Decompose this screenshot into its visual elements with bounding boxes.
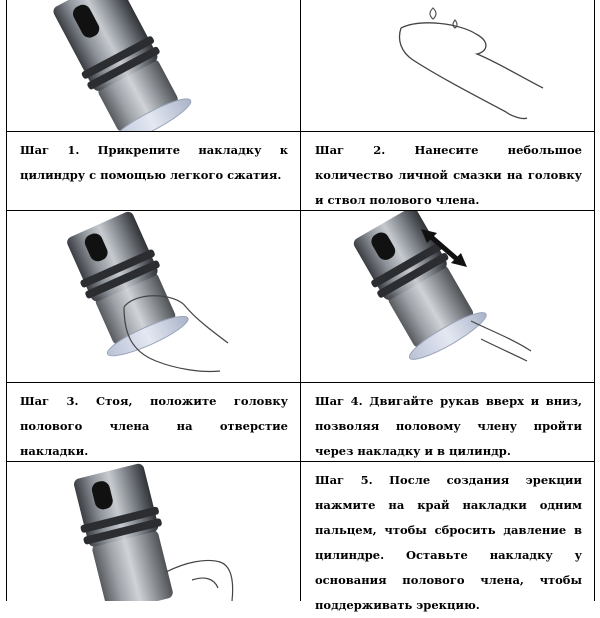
step5-description: После создания эрекции нажмите на край накладки одним пальцем, чтобы сбросить давление в цилиндре. Оставьте накладку у основания полового члена, чтобы поддерживать эрекцию. <box>315 473 582 612</box>
step4-illustration <box>301 211 594 382</box>
step4-text <box>301 383 594 461</box>
grid-line <box>6 461 595 462</box>
step3-text <box>6 383 300 461</box>
grid-line <box>300 0 301 601</box>
step2-description: Нанесите небольшое количество личной смазки на головку и ствол полового члена. <box>315 143 582 207</box>
step2-text <box>301 132 594 210</box>
step5-text <box>301 462 594 612</box>
step3-description: Стоя, положите головку полового члена на отверстие накладки. <box>20 394 289 458</box>
step1-label: Шаг 1. <box>20 143 80 157</box>
grid-line <box>594 0 595 601</box>
grid-line <box>6 210 595 211</box>
step1-description: Прикрепите накладку к цилиндру с помощью легкого сжатия. <box>20 143 288 182</box>
step4-description: Двигайте рукав вверх и вниз, позволяя половому члену пройти через накладку и в цилиндр. <box>315 394 582 458</box>
step1-illustration <box>6 0 300 131</box>
grid-line <box>6 382 595 383</box>
grid-line <box>6 131 595 132</box>
step3-illustration <box>6 211 300 382</box>
step1-text <box>6 132 300 210</box>
step3-label: Шаг 3. <box>20 394 79 408</box>
step2-illustration <box>301 0 594 131</box>
grid-line <box>6 0 7 601</box>
step2-label: Шаг 2. <box>315 143 386 157</box>
step4-label: Шаг 4. <box>315 394 363 408</box>
step5-illustration <box>6 462 300 601</box>
step5-label: Шаг 5. <box>315 473 373 487</box>
